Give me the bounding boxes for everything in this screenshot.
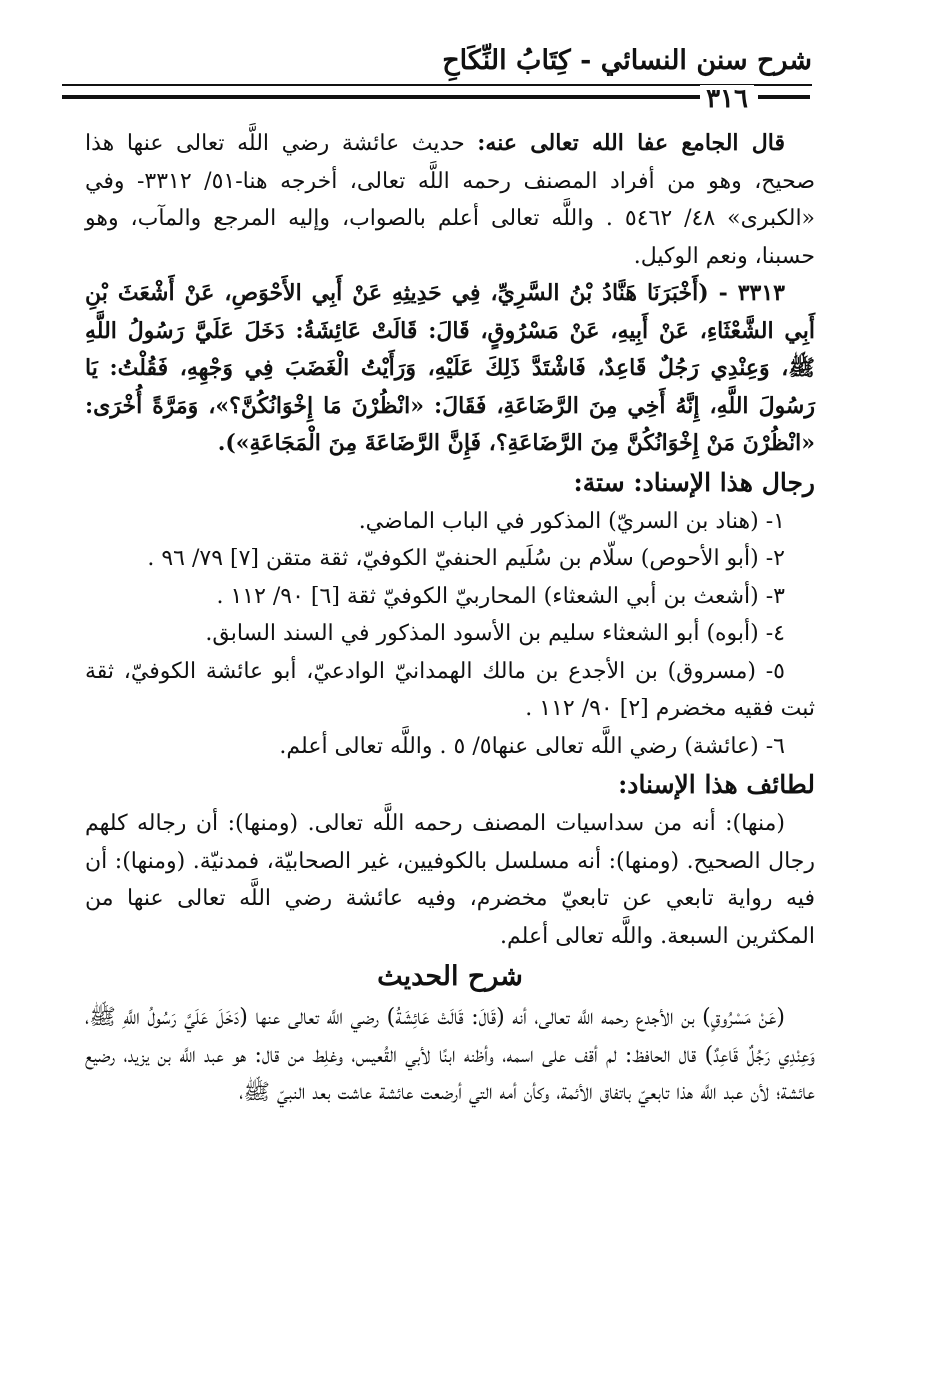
header-rule-thick	[62, 95, 712, 99]
narrator-item-2: ٢- (أبو الأحوص) سلّام بن سُلَيم الحنفيّ الكوفيّ، ثقة متقن [٧] ٧٩/ ٩٦ .	[147, 546, 785, 571]
narrator-item-5: ٥- (مسروق) بن الأجدع بن مالك الهمدانيّ الوادعيّ، أبو عائشة الكوفيّ، ثقة ثبت فقيه مخضرم [٢] ٩٠/ ١١٢ .	[85, 658, 815, 721]
narrator-item-1: ١- (هناد بن السريّ) المذكور في الباب الماضي.	[358, 508, 785, 534]
author-comment-lead: قال الجامع عفا الله تعالى عنه:	[477, 130, 785, 156]
narrator-item-4: ٤- (أبوه) أبو الشعثاء سليم بن الأسود المذكور في السند السابق.	[205, 621, 785, 646]
narrator-item-3: ٣- (أشعث بن أبي الشعثاء) المحاربيّ الكوفيّ ثقة [٦] ٩٠/ ١١٢ .	[216, 583, 785, 609]
narrator-item-6: ٦- (عائشة) رضي اللَّه تعالى عنها٥/ ٥ . واللَّه تعالى أعلم.	[279, 733, 785, 759]
page-number: ٣١٦	[700, 85, 754, 113]
commentary-paragraph: (عَنْ مَسْرُوقٍ) بن الأجدع رحمه اللَّه تعالى، أنه (قَالَ: قَالَتْ عَائِشَةُ) رضي اللَّه تعالى عنها (دَخَلَ عَلَيَّ رَسُولُ اللَّهِ ﷺ، وَعِنْدِي رَجُلٌ قَاعِدٌ) قال الحافظ: لم أقف على اسمه، وأظنه ابنًا لأبي القُعيس، وغلِط من قال: هو عبد اللَّه بن يزيد، رضيع عائشة؛ لأن عبد اللَّه هذا تابعيّ باتفاق الأئمة، وكأن أمه التي أرضعت عائشة عاشت بعد النبيّ ﷺ،	[85, 1005, 816, 1105]
subtleties-heading: لطائف هذا الإسناد:	[618, 770, 815, 799]
running-title: شرح سنن النسائي - كِتَابُ النِّكَاحِ	[442, 45, 812, 76]
hadith-text: ٣٣١٣ - (أَخْبَرَنَا هَنَّادُ بْنُ السَّرِيِّ، فِي حَدِيثِهِ عَنْ أَبِي الأَحْوَصِ، عَنْ أَشْعَثَ بْنِ أَبِي الشَّعْثَاءِ، عَنْ أَبِيهِ، عَنْ مَسْرُوقٍ، قَالَ: قَالَتْ عَائِشَةُ: دَخَلَ عَلَيَّ رَسُولُ اللَّهِ ﷺ، وَعِنْدِي رَجُلٌ قَاعِدٌ، فَاشْتَدَّ ذَلِكَ عَلَيْهِ، وَرَأَيْتُ الْغَضَبَ فِي وَجْهِهِ، فَقُلْتُ: يَا رَسُولَ اللَّهِ، إِنَّهُ أَخِي مِنَ الرَّضَاعَةِ، فَقَالَ: «انْظُرْنَ مَا إِخْوَانُكُنَّ؟»، وَمَرَّةً أُخْرَى: «انْظُرْنَ مَنْ إِخْوَانُكُنَّ مِنَ الرَّضَاعَةِ؟، فَإِنَّ الرَّضَاعَةَ مِنَ الْمَجَاعَةِ»).	[85, 280, 815, 456]
author-comment-paragraph	[85, 125, 815, 275]
subtleties-paragraph: (منها): أنه من سداسيات المصنف رحمه اللَّه تعالى. (ومنها): أن رجاله كلهم رجال الصحيح. (ومنها): أنه مسلسل بالكوفيين، غير الصحابيّة، فمدنيّة. (ومنها): أن فيه رواية تابعي عن تابعيّ مخضرم، وفيه عائشة رضي اللَّه تعالى عنها من المكثرين السبعة. واللَّه تعالى أعلم.	[85, 811, 815, 949]
header-rule-right	[758, 95, 810, 99]
commentary-heading: شرح الحديث	[377, 961, 523, 992]
narrators-heading: رجال هذا الإسناد: ستة:	[573, 467, 815, 497]
narrators-list	[85, 503, 815, 766]
author-comment-text: حديث عائشة رضي اللَّه تعالى عنها هذا صحيح، وهو من أفراد المصنف رحمه اللَّه تعالى، أخرجه هنا-٥١/ ٣٣١٢- وفي «الكبرى» ٤٨/ ٥٤٦٢ . واللَّه تعالى أعلم بالصواب، وإليه المرجع والمآب، وهو حسبنا، ونعم الوكيل.	[85, 131, 816, 269]
page-body	[85, 125, 815, 1112]
